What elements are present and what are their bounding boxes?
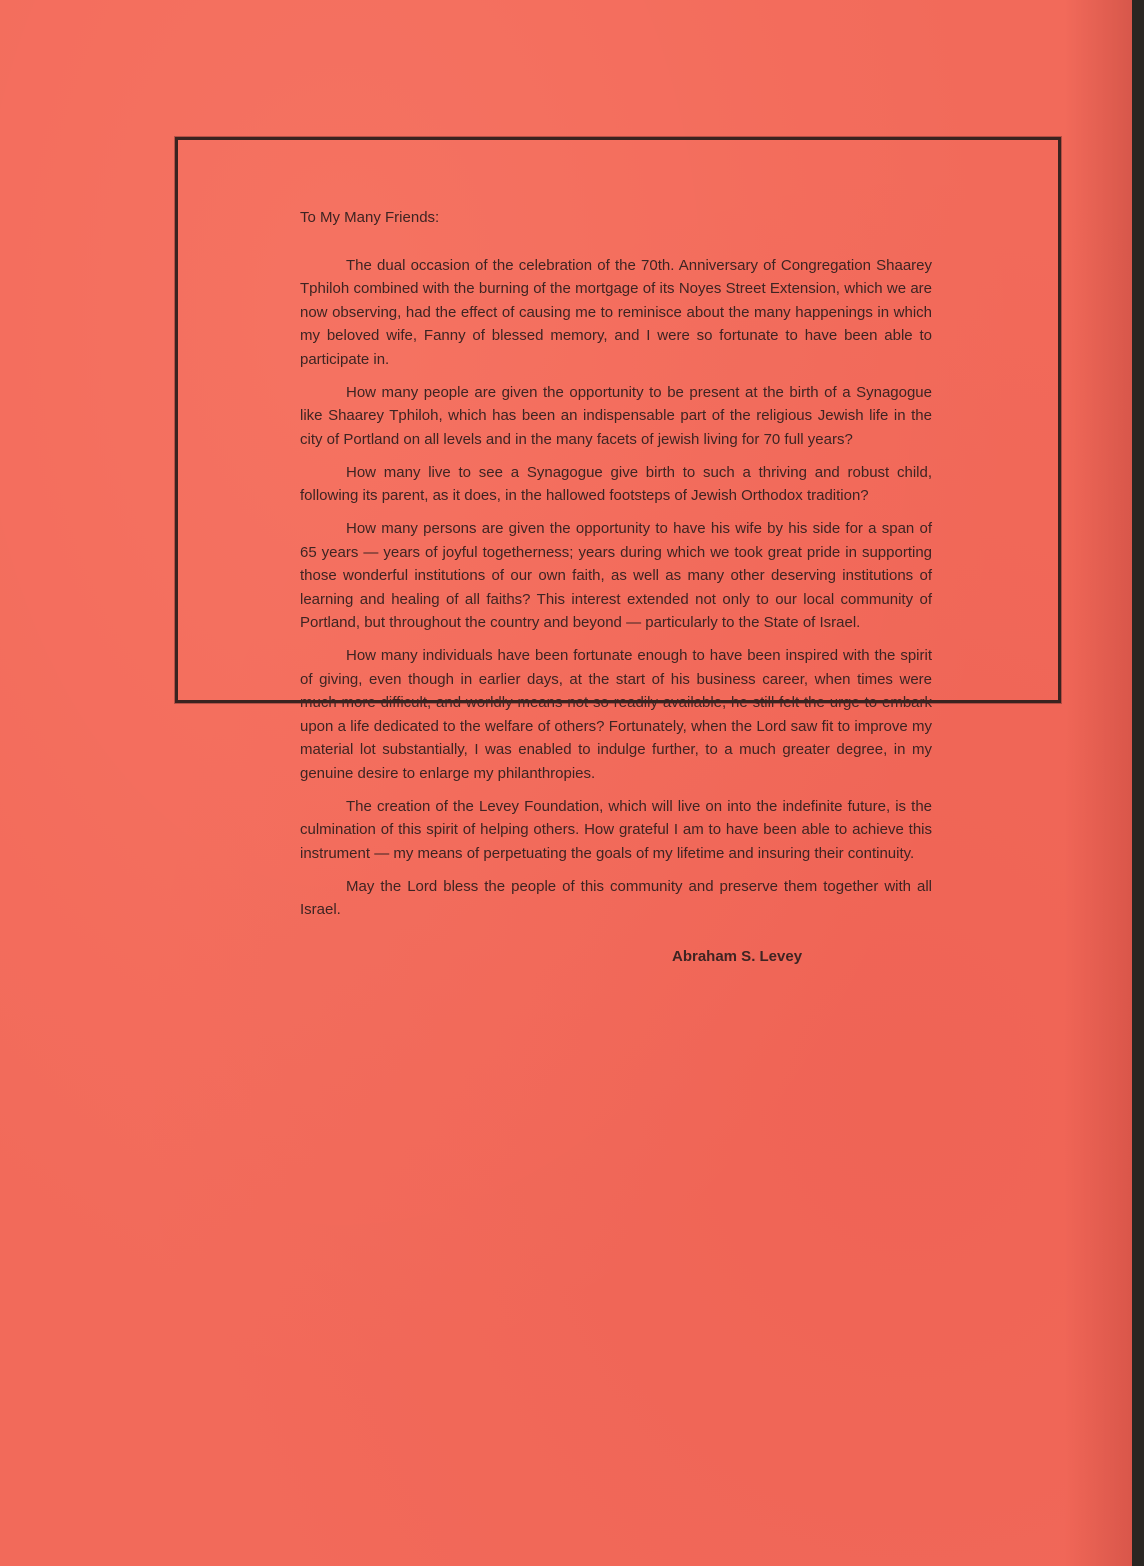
letter-paragraph-5: How many individuals have been fortunate enough to have been inspired with the spirit of giving, even though in earlier days, at the start of his business career, when times were much more difficult, and worldly means not so readily available, he still felt the urge to embark upon a life dedicated to the welfare of others? Fortunately, when the Lord saw fit to improve my material lot substantially, I was enabled to indulge further, to a much greater degree, in my genuine desire to enlarge my philanthropies. [300, 647, 932, 782]
letter-paragraph-1: The dual occasion of the celebration of the 70th. Anniversary of Congregation Shaarey Tphiloh combined with the burning of the mortgage of its Noyes Street Extension, which we are now observing, had the effect of causing me to reminisce about the many happenings in which my beloved wife, Fanny of blessed memory, and I were so fortunate to have been able to participate in. [300, 256, 932, 368]
letter-paragraph-3: How many live to see a Synagogue give birth to such a thriving and robust child, following its parent, as it does, in the hallowed footsteps of Jewish Orthodox tradition? [300, 463, 932, 504]
letter-signature: Abraham S. Levey [672, 947, 803, 965]
letter-paragraph-2: How many people are given the opportunity to be present at the birth of a Synagogue like Shaarey Tphiloh, which has been an indispensable part of the religious Jewish life in the city of Portland on all levels and in the many facets of jewish living for 70 full years? [300, 383, 932, 448]
letter-paragraph-7: May the Lord bless the people of this community and preserve them together with all Israel. [300, 877, 932, 918]
letter-salutation: To My Many Friends: [300, 209, 440, 226]
letter-body [300, 206, 932, 968]
letter-paragraph-4: How many persons are given the opportunity to have his wife by his side for a span of 65 years — years of joyful togetherness; years during which we took great pride in supporting those wonderful institutions of our own faith, as well as many other deserving institutions of learning and healing of all faiths? This interest extended not only to our local community of Portland, but throughout the country and beyond — particularly to the State of Israel. [300, 520, 932, 631]
letter-paragraph-6: The creation of the Levey Foundation, which will live on into the indefinite future, is the culmination of this spirit of helping others. How grateful I am to have been able to achieve this instrument — my means of perpetuating the goals of my lifetime and insuring their continuity. [300, 797, 932, 862]
